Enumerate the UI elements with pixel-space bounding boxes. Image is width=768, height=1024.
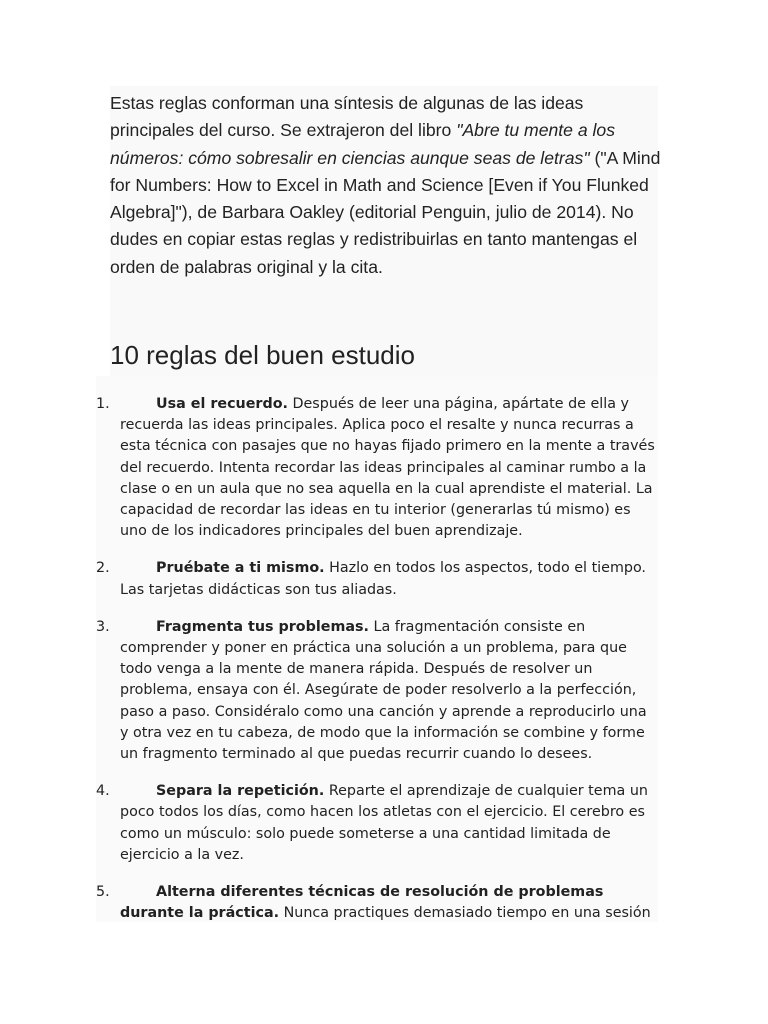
rule-number: 4. [96,783,110,800]
rule-title: Separa la repetición. [156,783,325,800]
rule-title: Alterna diferentes técnicas de resolución de problemas durante la práctica. [120,884,604,922]
rule-title: Pruébate a ti mismo. [156,560,325,577]
rule-title: Fragmenta tus problemas. [156,618,369,635]
intro-text-part1: Estas reglas conforman una síntesis de algunas de las ideas principales del curso. Se extrajeron del libro [110,93,584,141]
rule-item [96,882,656,924]
rule-number: 5. [96,884,110,901]
rule-number: 2. [96,560,110,577]
rule-text: Hazlo en todos los aspectos, todo el tiempo. Las tarjetas didácticas son tus aliadas. [120,560,646,598]
intro-text-part2: ("A Mind for Numbers: How to Excel in Math and Science [Even if You Flunked Algebra]"), de Barbara Oakley (editorial Penguin, julio de 2014). No dudes en copiar estas reglas y redistribuirlas en tanto mantengas el orden de palabras original y la cita. [110,147,661,277]
rule-text: Después de leer una página, apártate de ella y recuerda las ideas principales. Aplica poco el resalte y nunca recurras a esta técnica con pasajes que no hayas fijado primero en la mente a través del recuerdo. Intenta recordar las ideas principales al caminar rumbo a la clase o en un aula que no sea aquella en la cual aprendiste el material. La capacidad de recordar las ideas en tu interior (generarlas tú mismo) es uno de los indicadores principales del buen aprendizaje. [120,396,655,540]
rules-list [96,394,656,940]
rule-text: Nunca practiques demasiado tiempo en una sesión [279,905,651,922]
rule-number: 3. [96,618,110,635]
rule-number: 1. [96,396,110,412]
section-heading: 10 reglas del buen estudio [110,340,416,370]
rule-text: Reparte el aprendizaje de cualquier tema un poco todos los días, como hacen los atletas con el ejercicio. El cerebro es como un músculo: solo puede someterse a una cantidad limitada de ejercicio a la vez. [120,783,648,863]
rule-text: La fragmentación consiste en comprender y poner en práctica una solución a un problema, para que todo venga a la mente de manera rápida. Después de resolver un problema, ensaya con él. Asegúrate de poder resolverlo a la perfección, paso a paso. Considéralo como una canción y aprende a reproducirlo una y otra vez en tu cabeza, de modo que la información se combine y forme un fragmento terminado al que puedas recurrir cuando lo desees. [120,618,647,763]
rule-item [96,394,656,542]
rule-item [96,617,656,765]
rule-item [96,558,656,600]
book-title: "Abre tu mente a los números: cómo sobresalir en ciencias aunque seas de letras" [110,120,616,168]
rule-item [96,781,656,866]
intro-paragraph [110,90,662,281]
rule-title: Usa el recuerdo. [156,396,288,412]
